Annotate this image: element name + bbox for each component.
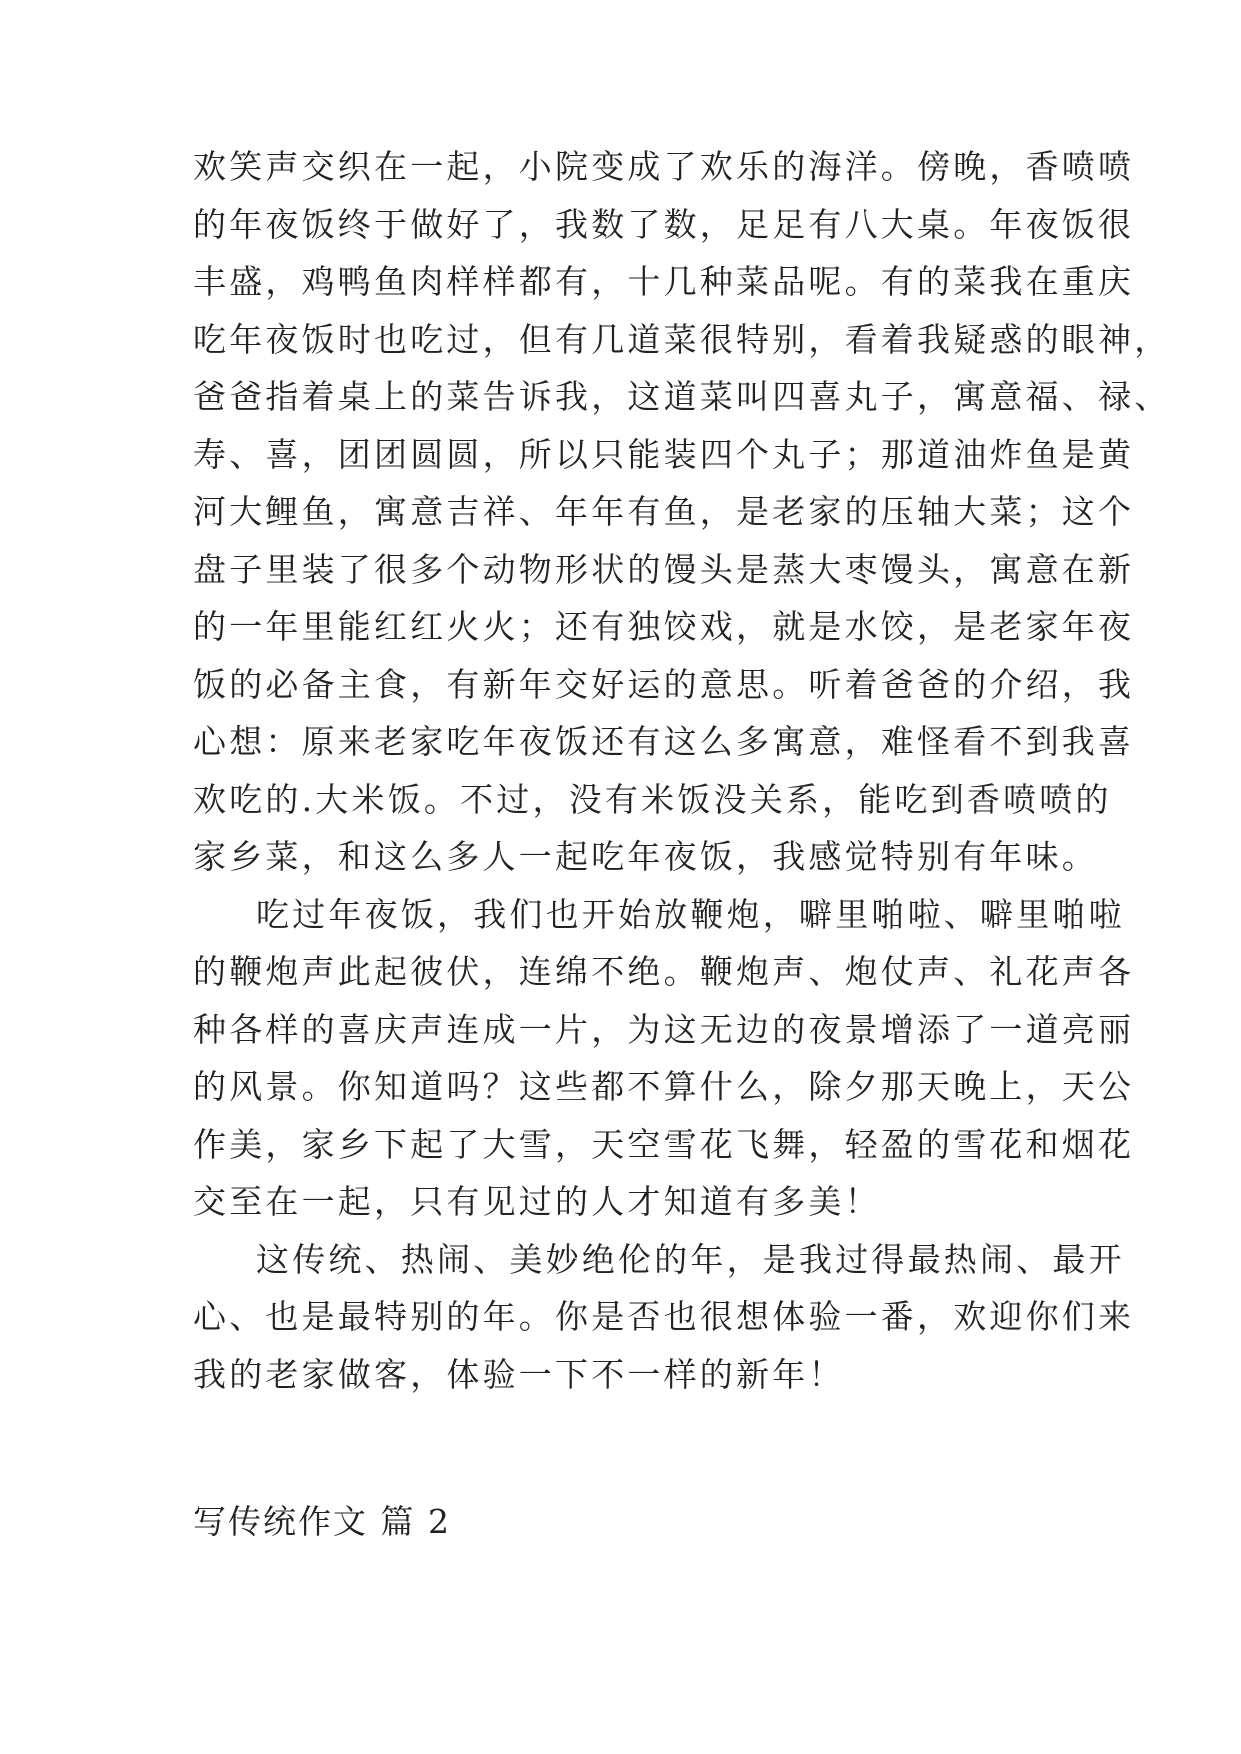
text-line: 这传统、热闹、美妙绝伦的年，是我过得最热闹、最开	[256, 1239, 1125, 1279]
text-line: 种各样的喜庆声连成一片，为这无边的夜景增添了一道亮丽	[193, 1009, 1135, 1049]
text-line: 吃过年夜饭，我们也开始放鞭炮，噼里啪啦、噼里啪啦	[256, 894, 1125, 934]
text-line: 心想：原来老家吃年夜饭还有这么多寓意，难怪看不到我喜	[193, 722, 1135, 761]
section-heading: 写传统作文 篇 2	[193, 1502, 451, 1541]
text-line: 的年夜饭终于做好了，我数了数，足足有八大桌。年夜饭很	[193, 204, 1135, 244]
text-line: 的风景。你知道吗？这些都不算什么，除夕那天晚上，天公	[193, 1067, 1135, 1106]
text-line: 作美，家乡下起了大雪，天空雪花飞舞，轻盈的雪花和烟花	[193, 1124, 1135, 1164]
text-line: 寿、喜，团团圆圆，所以只能装四个丸子；那道油炸鱼是黄	[193, 434, 1135, 474]
text-line: 的鞭炮声此起彼伏，连绵不绝。鞭炮声、炮仗声、礼花声各	[193, 952, 1135, 991]
text-line: 家乡菜，和这么多人一起吃年夜饭，我感觉特别有年味。	[193, 837, 1098, 876]
text-line: 饭的必备主食，有新年交好运的意思。听着爸爸的介绍，我	[193, 664, 1135, 704]
text-line: 欢笑声交织在一起，小院变成了欢乐的海洋。傍晚，香喷喷	[193, 147, 1135, 186]
text-line: 欢吃的.大米饭。不过，没有米饭没关系，能吃到香喷喷的	[193, 779, 1112, 819]
text-line: 盘子里装了很多个动物形状的馒头是蒸大枣馒头，寓意在新	[193, 549, 1135, 589]
text-line: 我的老家做客，体验一下不一样的新年！	[193, 1354, 845, 1394]
text-line: 爸爸指着桌上的菜告诉我，这道菜叫四喜丸子，寓意福、禄、	[193, 377, 1171, 416]
text-line: 吃年夜饭时也吃过，但有几道菜很特别，看着我疑惑的眼神，	[193, 319, 1171, 359]
text-line: 交至在一起，只有见过的人才知道有多美！	[193, 1182, 881, 1221]
text-line: 河大鲤鱼，寓意吉祥、年年有鱼，是老家的压轴大菜；这个	[193, 492, 1135, 531]
text-line: 丰盛，鸡鸭鱼肉样样都有，十几种菜品呢。有的菜我在重庆	[193, 262, 1135, 301]
text-line: 心、也是最特别的年。你是否也很想体验一番，欢迎你们来	[193, 1297, 1135, 1336]
text-line: 的一年里能红红火火；还有独饺戏，就是水饺，是老家年夜	[193, 607, 1135, 646]
